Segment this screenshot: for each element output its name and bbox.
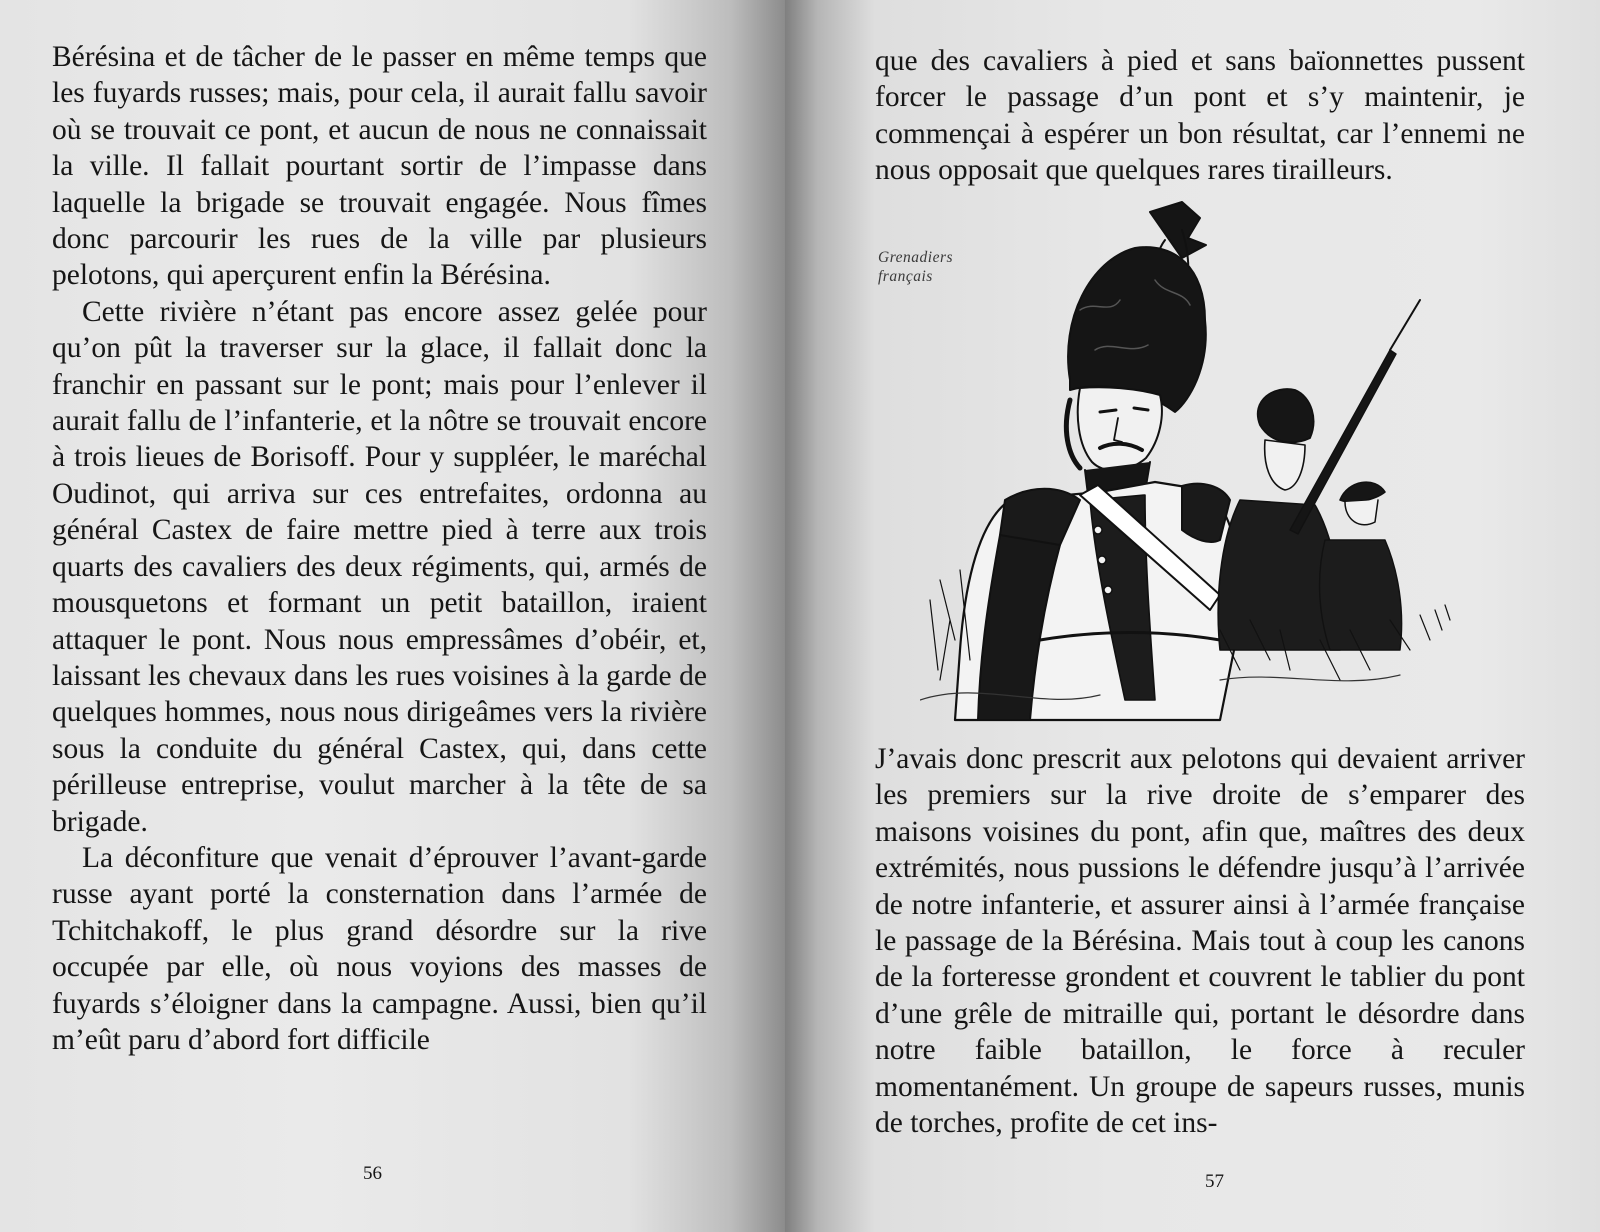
right-page-top-text [875,43,1525,189]
grenadiers-illustration [920,200,1520,732]
page-number: 57 [1205,1171,1224,1192]
paragraph: La déconfiture que venait d’éprouver l’avant-garde russe ayant porté la consternation dans l’armée de Tchitchakoff, le plus grand désordre sur la rive occupée par elle, où nous voyions des masses de fuyards s’éloigner dans la campagne. Aussi, bien qu’il m’eût paru d’abord fort difficile [52,841,707,1056]
caption-line: Grenadiers [878,249,954,266]
paragraph: Bérésina et de tâcher de le passer en même temps que les fuyards russes; mais, pour cela, il aurait fallu savoir où se trouvait ce pont, et aucun de nous ne connaissait la ville. Il fallait pourtant sortir de l’impasse dans laquelle la brigade se trouvait engagée. Nous fîmes donc parcourir les rues de la ville par plusieurs pelotons, qui aperçurent enfin la Bérésina. [52,41,707,292]
paragraph: que des cavaliers à pied et sans baïonnettes pussent forcer le passage d’un pont et s’y maintenir, je commençai à espérer un bon résultat, car l’ennemi ne nous opposait que quelques rares tirailleurs. [875,45,1525,187]
right-page [785,0,1600,1232]
paragraph: J’avais donc prescrit aux pelotons qui devaient arriver les premiers sur la rive droite de s’emparer des maisons voisines du pont, afin que, maîtres des deux extrémités, nous pussions le défendre jusqu’à l’arrivée de notre infanterie, et assurer ainsi à l’armée française le passage de la Bérésina. Mais tout à coup les canons de la forteresse grondent et couvrent le tablier du pont d’une grêle de mitraille qui, portant le désordre dans notre faible bataillon, le force à reculer momentanément. Un groupe de sapeurs russes, munis de torches, profite de cet ins- [875,743,1525,1140]
page-number: 56 [363,1163,382,1184]
caption-line: français [878,268,933,285]
left-page-text [52,39,707,1058]
paragraph: Cette rivière n’étant pas encore assez gelée pour qu’on pût la traverser sur la glace, il fallait donc la franchir en passant sur le pont; mais pour l’enlever il aurait fallu de l’infanterie, et la nôtre se trouvait encore à trois lieues de Borisoff. Pour y suppléer, le maréchal Oudinot, qui arriva sur ces entrefaites, ordonna au général Castex de faire mettre pied à terre aux trois quarts des cavaliers des deux régiments, qui, armés de mousquetons et formant un petit bataillon, iraient attaquer le pont. Nous nous empressâmes d’obéir, et, laissant les chevaux dans les rues voisines à la garde de quelques hommes, nous nous dirigeâmes vers la rivière sous la conduite du général Castex, qui, dans cette périlleuse entreprise, voulut marcher à la tête de sa brigade. [52,295,707,838]
left-page [0,0,785,1232]
right-page-bottom-text [875,741,1525,1141]
